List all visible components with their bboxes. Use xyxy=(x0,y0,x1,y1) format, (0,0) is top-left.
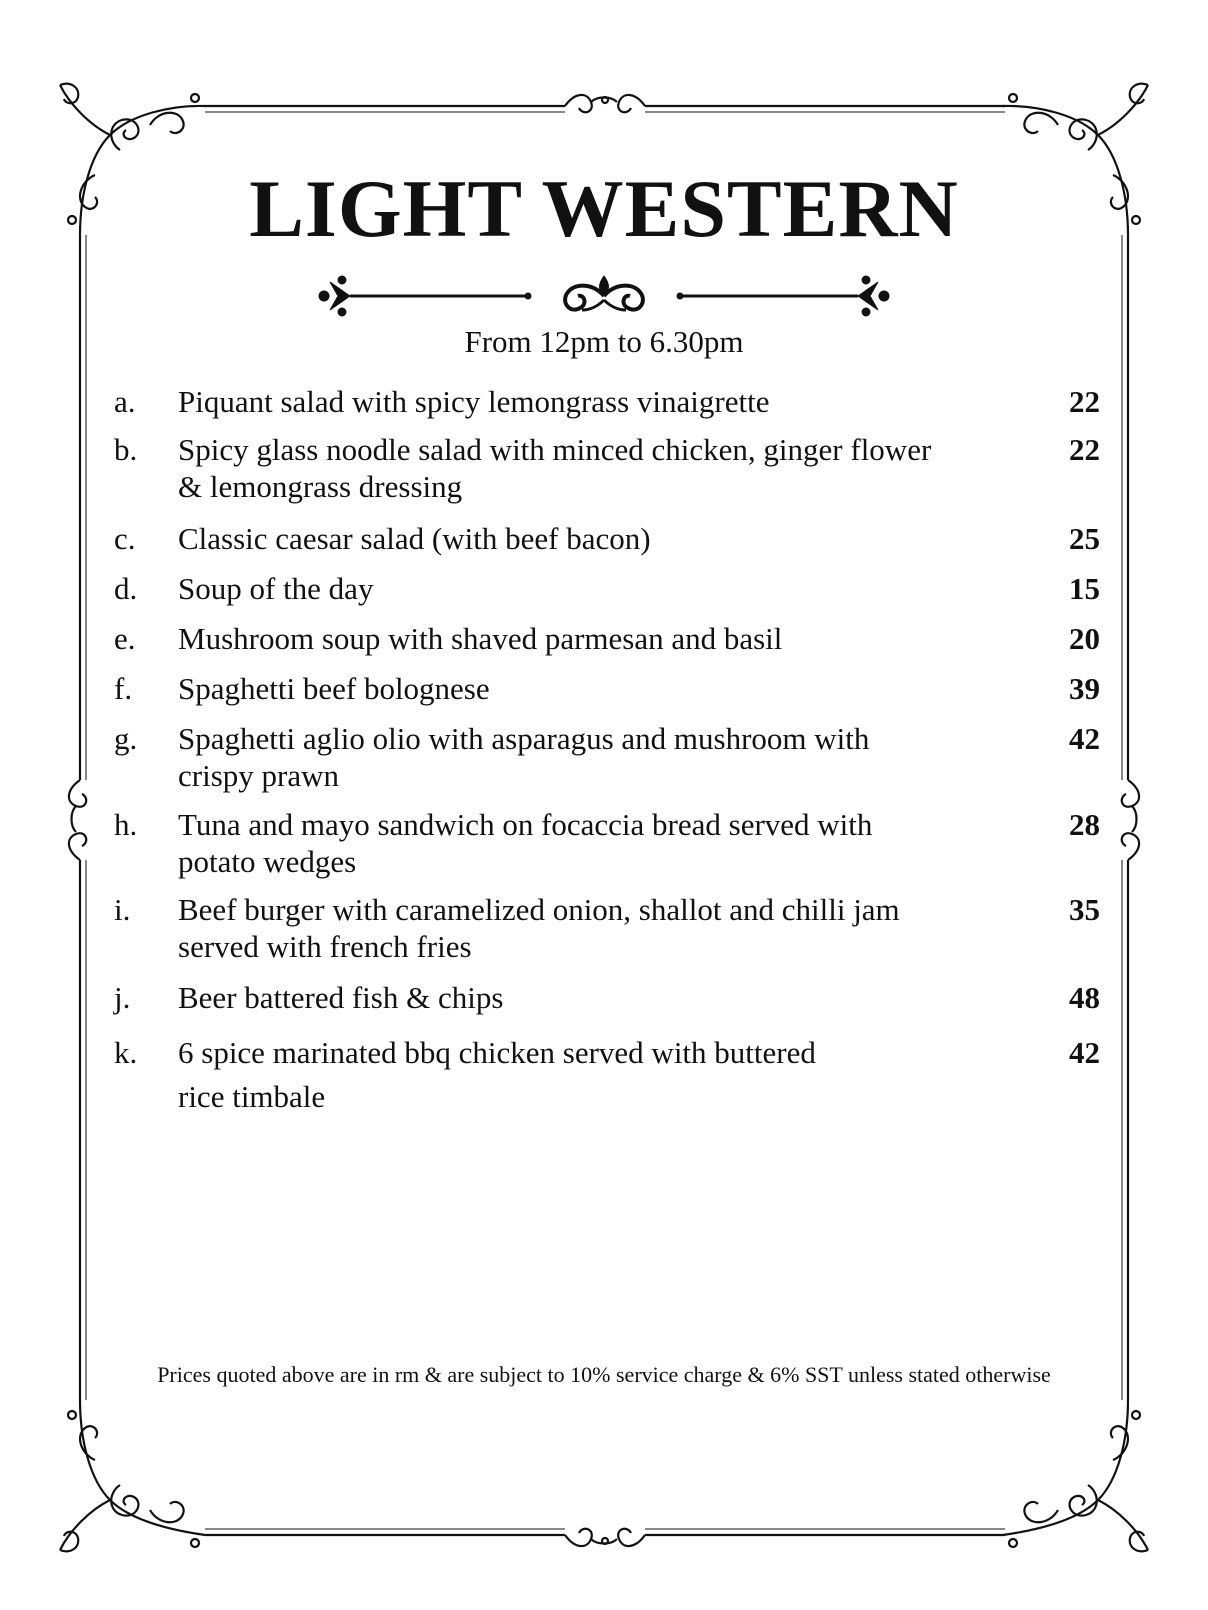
item-price: 39 xyxy=(1069,671,1100,706)
item-price: 42 xyxy=(1069,721,1100,756)
item-description: Mushroom soup with shaved parmesan and basil xyxy=(178,621,783,656)
item-price: 35 xyxy=(1069,892,1100,927)
item-description: Tuna and mayo sandwich on focaccia bread served with potato wedges xyxy=(178,807,873,879)
price-disclaimer: Prices quoted above are in rm & are subject to 10% service charge & 6% SST unless stated otherwise xyxy=(157,1362,1051,1387)
item-letter: j. xyxy=(114,980,131,1015)
item-description: Soup of the day xyxy=(178,571,374,606)
item-price: 22 xyxy=(1069,432,1100,467)
item-price: 25 xyxy=(1069,521,1100,556)
item-letter: b. xyxy=(114,432,138,467)
item-letter: h. xyxy=(114,807,138,842)
item-description: Beef burger with caramelized onion, shallot and chilli jam served with french fries xyxy=(178,892,900,964)
serving-hours: From 12pm to 6.30pm xyxy=(464,324,744,359)
flourish-divider-icon xyxy=(316,268,892,324)
item-letter: e. xyxy=(114,621,136,656)
item-letter: c. xyxy=(114,521,136,556)
item-description: Classic caesar salad (with beef bacon) xyxy=(178,521,651,556)
item-description: 6 spice marinated bbq chicken served with buttered rice timbale xyxy=(178,1035,816,1114)
item-letter: k. xyxy=(114,1035,138,1070)
item-letter: a. xyxy=(114,384,136,419)
item-price: 20 xyxy=(1069,621,1100,656)
item-description: Spicy glass noodle salad with minced chicken, ginger flower & lemongrass dressing xyxy=(178,432,932,504)
item-description: Beer battered fish & chips xyxy=(178,980,504,1015)
item-description: Spaghetti aglio olio with asparagus and mushroom with crispy prawn xyxy=(178,721,870,793)
page-title: LIGHT WESTERN xyxy=(249,163,959,254)
item-price: 28 xyxy=(1069,807,1100,842)
item-letter: i. xyxy=(114,892,131,927)
item-description: Piquant salad with spicy lemongrass vinaigrette xyxy=(178,384,770,419)
item-price: 22 xyxy=(1069,384,1100,419)
item-letter: d. xyxy=(114,571,138,606)
item-price: 48 xyxy=(1069,980,1100,1015)
item-price: 15 xyxy=(1069,571,1100,606)
item-price: 42 xyxy=(1069,1035,1100,1070)
item-letter: g. xyxy=(114,721,138,756)
item-description: Spaghetti beef bolognese xyxy=(178,671,490,706)
item-letter: f. xyxy=(114,671,133,706)
